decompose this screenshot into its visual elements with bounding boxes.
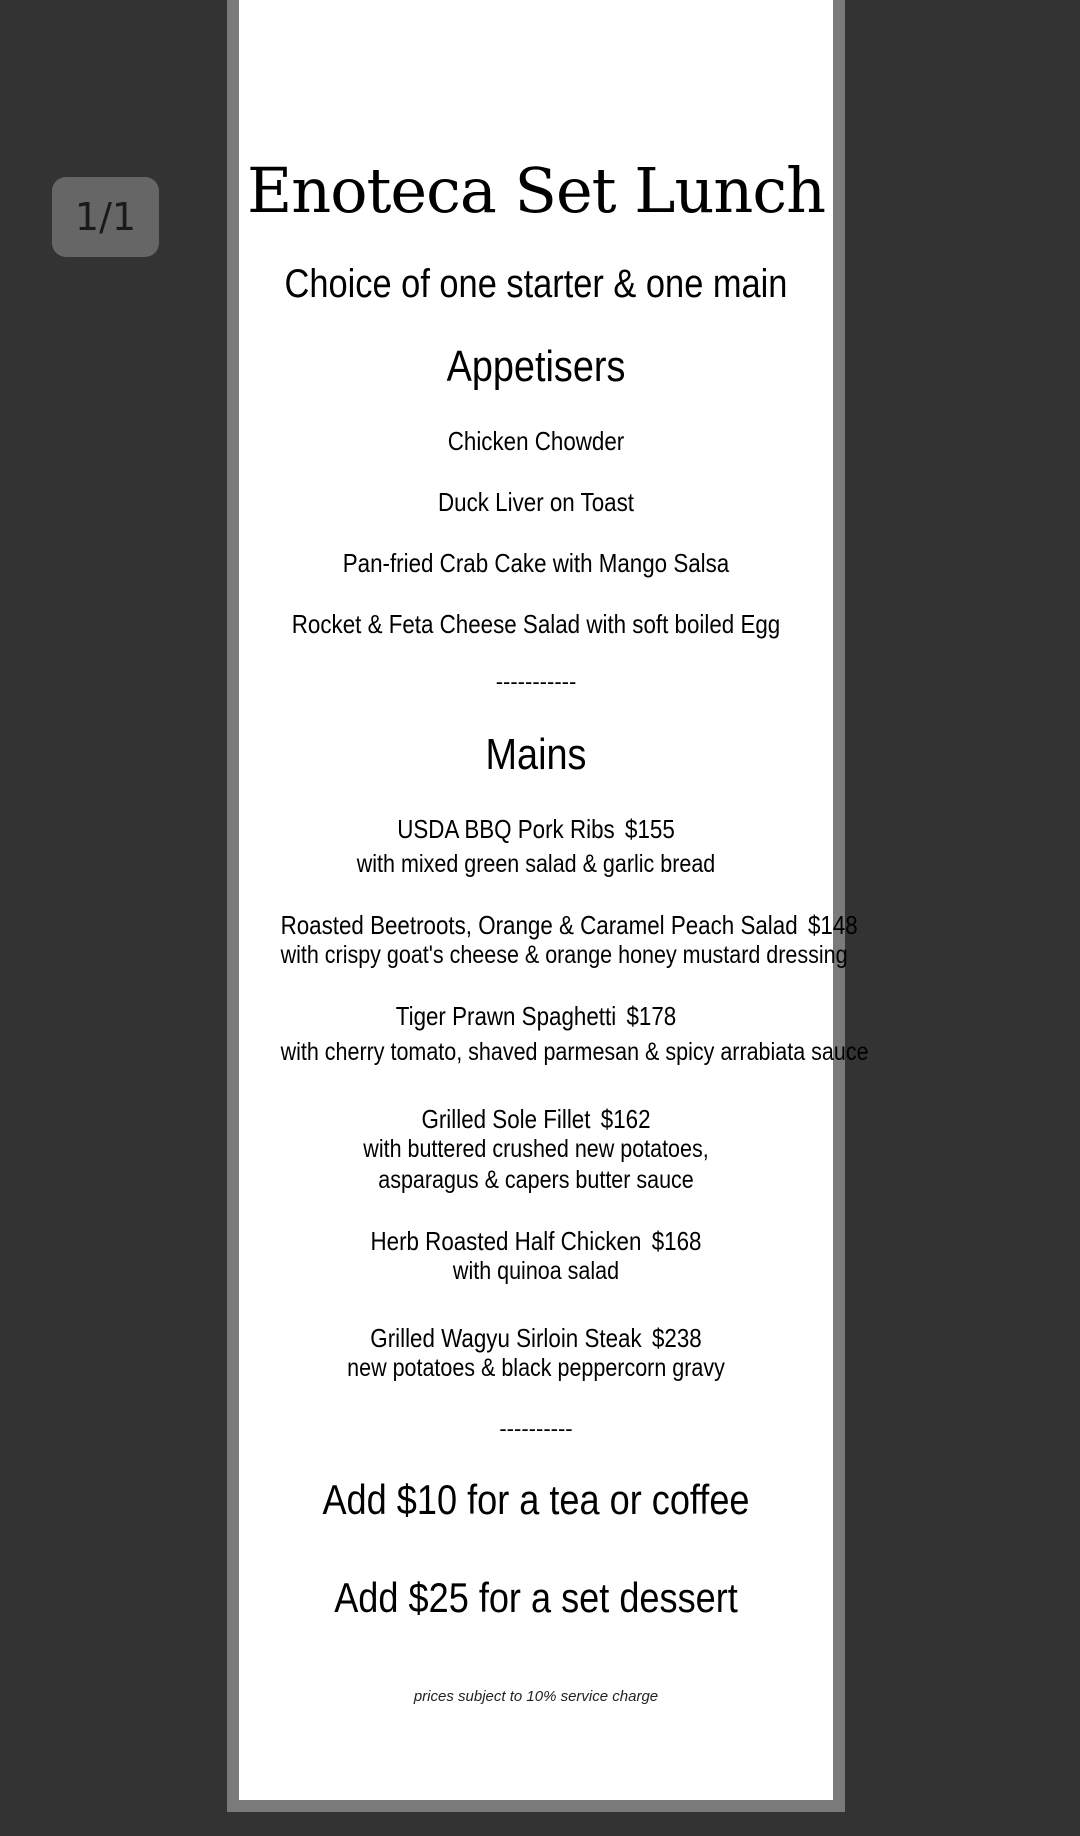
main-item-title — [280, 910, 858, 940]
appetiser-item: Rocket & Feta Cheese Salad with soft boiled Egg — [291, 609, 781, 639]
main-item-description: with mixed green salad & garlic bread — [356, 850, 716, 878]
appetiser-item: Chicken Chowder — [447, 426, 625, 456]
appetisers-heading: Appetisers — [446, 342, 626, 391]
main-item-price: $238 — [651, 1323, 702, 1353]
main-item-price: $168 — [651, 1226, 702, 1256]
main-item-name: Grilled Sole Fillet — [421, 1104, 591, 1134]
main-item-name: Roasted Beetroots, Orange & Caramel Peach Salad — [280, 910, 798, 940]
main-item-price: $162 — [600, 1104, 651, 1134]
addon-dessert: Add $25 for a set dessert — [334, 1574, 738, 1621]
menu-page — [239, 0, 869, 1800]
main-item-description: with cherry tomato, shaved parmesan & spicy arrabiata sauce — [280, 1038, 869, 1066]
main-item-name: Herb Roasted Half Chicken — [370, 1226, 642, 1256]
main-item-price: $148 — [807, 910, 858, 940]
menu-title: Enoteca Set Lunch — [247, 154, 825, 227]
section-divider: ----------- — [495, 669, 577, 694]
main-item-description: with crispy goat's cheese & orange honey mustard dressing — [280, 941, 848, 969]
main-item-description: with buttered crushed new potatoes, — [363, 1135, 709, 1163]
main-item-name: USDA BBQ Pork Ribs — [397, 814, 615, 844]
main-item-name: Tiger Prawn Spaghetti — [395, 1001, 617, 1031]
menu-subtitle: Choice of one starter & one main — [284, 262, 788, 306]
main-item-title — [281, 1003, 792, 1029]
page-frame — [227, 0, 869, 1812]
main-item-description: with quinoa salad — [452, 1257, 620, 1285]
main-item-title — [281, 1325, 792, 1351]
main-item-price: $178 — [626, 1001, 677, 1031]
appetiser-item: Pan-fried Crab Cake with Mango Salsa — [342, 548, 730, 578]
addon-tea-coffee: Add $10 for a tea or coffee — [322, 1476, 750, 1523]
mains-heading: Mains — [485, 730, 587, 779]
main-item-price: $155 — [625, 814, 675, 844]
section-divider: ---------- — [499, 1416, 573, 1441]
main-item-title — [281, 1228, 792, 1254]
service-charge-note: prices subject to 10% service charge — [413, 1688, 659, 1705]
main-item-description: asparagus & capers butter sauce — [378, 1166, 694, 1194]
page-indicator: 1/1 — [52, 177, 159, 257]
main-item-title — [281, 1106, 792, 1132]
appetiser-item: Duck Liver on Toast — [438, 487, 634, 517]
main-item-name: Grilled Wagyu Sirloin Steak — [370, 1323, 642, 1353]
main-item-description: new potatoes & black peppercorn gravy — [347, 1354, 725, 1382]
main-item-title — [281, 816, 792, 842]
